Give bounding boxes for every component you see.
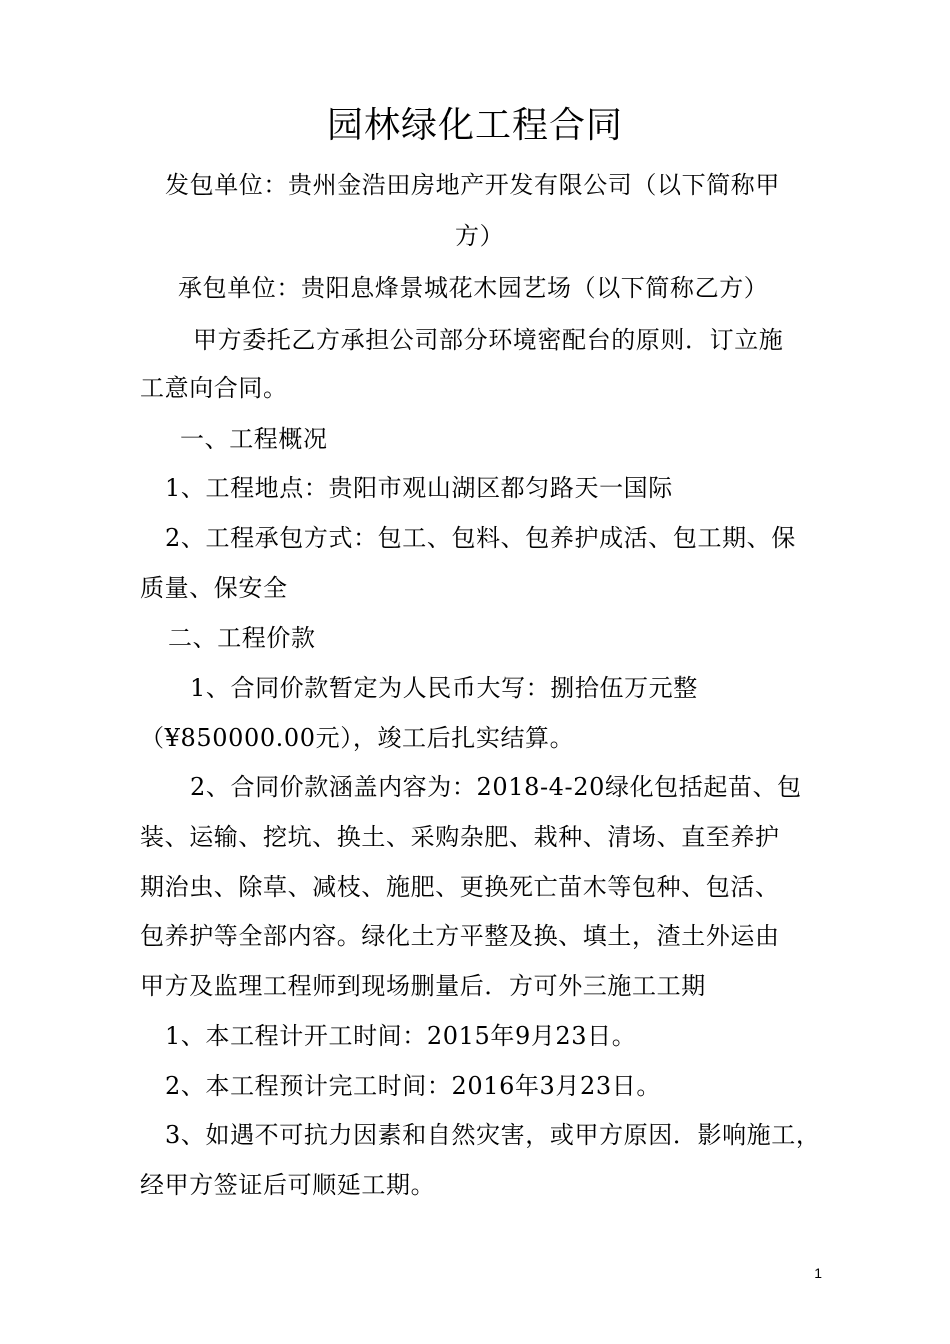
price-scope-line-1: 2、合同价款涵盖内容为：2018-4-20绿化包括起苗、包 — [190, 773, 802, 801]
contractor-line: 承包单位：贵阳息烽景城花木园艺场（以下简称乙方） — [178, 274, 769, 302]
section-project-overview: 一、工程概况 — [180, 425, 328, 453]
completion-date-line: 2、本工程预计完工时间：2016年3月23日。 — [165, 1072, 661, 1100]
contract-method-line-2: 质量、保安全 — [140, 574, 288, 602]
start-date-line: 1、本工程计开工时间：2015年9月23日。 — [165, 1022, 637, 1050]
project-location-line: 1、工程地点：贵阳市观山湖区都匀路天一国际 — [165, 474, 673, 502]
contract-issuer-line-1: 发包单位：贵州金浩田房地产开发有限公司（以下简称甲 — [165, 171, 780, 199]
price-scope-line-5: 甲方及监理工程师到现场删量后．方可外三施工工期 — [140, 972, 706, 1000]
price-scope-line-3: 期治虫、除草、减枝、施肥、更换死亡苗木等包种、包活、 — [140, 873, 780, 901]
contract-issuer-line-2: 方） — [455, 222, 505, 250]
document-title: 园林绿化工程合同 — [326, 105, 623, 146]
delay-clause-line-2: 经甲方签证后可顺延工期。 — [140, 1171, 436, 1199]
delay-clause-line-1: 3、如遇不可抗力因素和自然灾害，或甲方原因．影响施工， — [165, 1121, 821, 1149]
price-scope-line-2: 装、运输、挖坑、换土、采购杂肥、栽种、清场、直至养护 — [140, 823, 780, 851]
page-number: 1 — [814, 1265, 822, 1281]
intro-line-1: 甲方委托乙方承担公司部分环境密配台的原则．订立施 — [193, 326, 784, 354]
contract-price-line-1: 1、合同价款暂定为人民币大写：捌拾伍万元整 — [190, 674, 698, 702]
contract-method-line-1: 2、工程承包方式：包工、包料、包养护成活、包工期、保 — [165, 524, 796, 552]
contract-price-line-2: （¥850000.00元），竣工后扎实结算。 — [140, 724, 575, 752]
section-project-price: 二、工程价款 — [168, 624, 316, 652]
intro-line-2: 工意向合同。 — [140, 374, 288, 402]
price-scope-line-4: 包养护等全部内容。绿化土方平整及换、填土，渣土外运由 — [140, 922, 780, 950]
